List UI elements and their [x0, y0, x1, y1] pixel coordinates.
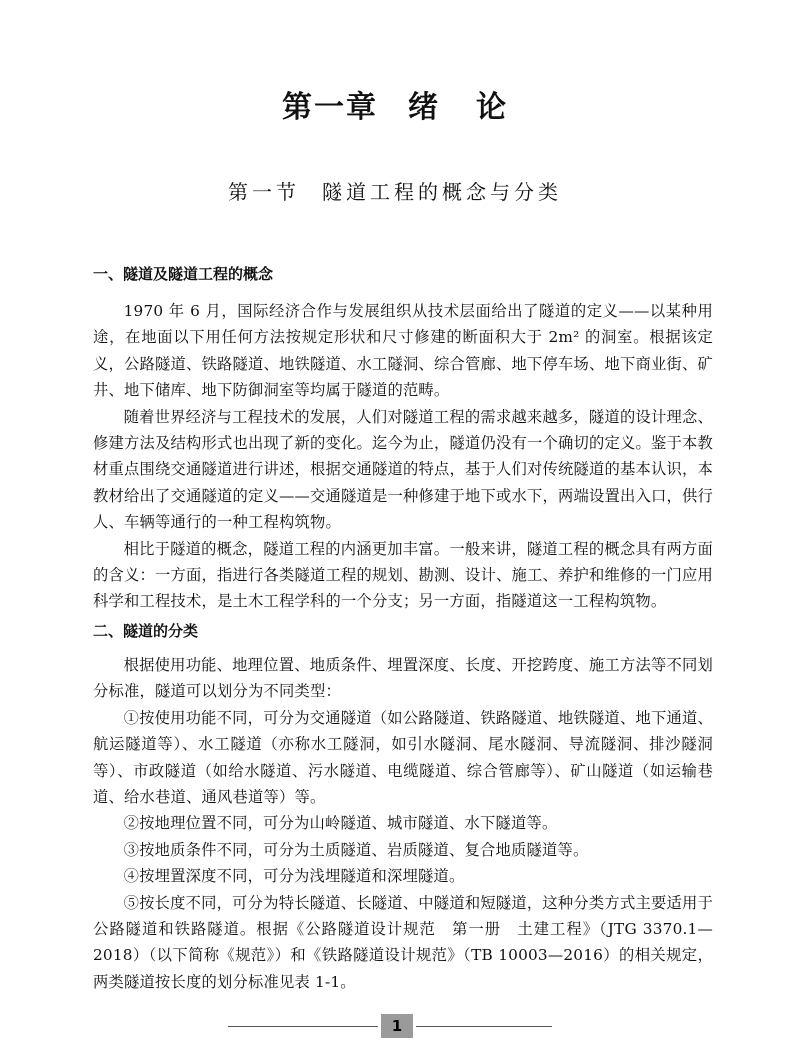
page-footer: [0, 1014, 790, 1038]
chapter-title-char-2: 论: [476, 90, 508, 125]
paragraph-by-location: ②按地理位置不同，可分为山岭隧道、城市隧道、水下隧道等。: [123, 814, 558, 833]
footer-rule-left: [228, 1026, 378, 1027]
paragraph-tunnel-definition: 1970 年 6 月，国际经济合作与发展组织从技术层面给出了隧道的定义——以某种用途，在地面以下用任何方法按规定形状和尺寸修建的断面积大于 2m² 的洞室。根据该定义，公路隧道、铁路隧道、地铁隧道、水工隧洞、综合管廊、地下停车场、地下商业街、矿井、地下储库、地下防御洞室等均属于隧道的范畴。: [93, 302, 713, 400]
subsection-1-heading: 一、隧道及隧道工程的概念: [93, 265, 274, 283]
paragraph-traffic-tunnel-definition: 随着世界经济与工程技术的发展，人们对隧道工程的需求越来越多，隧道的设计理念、修建方法及结构形式也出现了新的变化。迄今为止，隧道仍没有一个确切的定义。鉴于本教材重点围绕交通隧道进行讲述，根据交通隧道的特点，基于人们对传统隧道的基本认识，本教材给出了交通隧道的定义——交通隧道是一种修建于地下或水下，两端设置出入口，供行人、车辆等通行的一种工程构筑物。: [93, 407, 713, 532]
paragraph-by-function: ①按使用功能不同，可分为交通隧道（如公路隧道、铁路隧道、地铁隧道、地下通道、航运隧道等）、水工隧道（亦称水工隧洞，如引水隧洞、尾水隧洞、导流隧洞、排沙隧洞等）、市政隧道（如给水隧道、污水隧道、电缆隧道、综合管廊等）、矿山隧道（如运输巷道、给水巷道、通风巷道等）等。: [93, 708, 713, 807]
paragraph-by-length: ⑤按长度不同，可分为特长隧道、长隧道、中隧道和短隧道，这种分类方式主要适用于公路隧道和铁路隧道。根据《公路隧道设计规范 第一册 土建工程》（JTG 3370.1—2018）（以下简称《规范》）和《铁路隧道设计规范》（TB 10003—2016）的相关规定，两类隧道按长度的划分标准见表 1-1。: [93, 893, 713, 991]
chapter-title-char-1: 绪: [408, 90, 440, 125]
section-title: [0, 176, 790, 205]
subsection-2-heading: 二、隧道的分类: [93, 622, 199, 640]
paragraph-by-geology: ③按地质条件不同，可分为土质隧道、岩质隧道、复合地质隧道等。: [123, 840, 589, 859]
section-number: 第一节: [228, 180, 300, 204]
subsection-1-body: [93, 298, 713, 615]
paragraph-classification-intro: 根据使用功能、地理位置、地质条件、埋置深度、长度、开挖跨度、施工方法等不同划分标准，隧道可以划分为不同类型：: [93, 656, 713, 701]
chapter-title: [0, 82, 790, 126]
paragraph-tunnel-engineering-meaning: 相比于隧道的概念，隧道工程的内涵更加丰富。一般来讲，隧道工程的概念具有两方面的含义：一方面，指进行各类隧道工程的规划、勘测、设计、施工、养护和维修的一门应用科学和工程技术，是土木工程学科的一个分支；另一方面，指隧道这一工程构筑物。: [93, 539, 713, 611]
subsection-2: [93, 620, 713, 642]
subsection-2-body: [93, 652, 713, 995]
footer-rule-right: [416, 1026, 552, 1027]
chapter-number: 第一章: [282, 90, 378, 125]
paragraph-by-depth: ④按埋置深度不同，可分为浅埋隧道和深埋隧道。: [123, 867, 465, 886]
subsection-1: [93, 263, 713, 285]
section-title-text: 隧道工程的概念与分类: [322, 180, 562, 204]
page-number: 1: [381, 1014, 413, 1038]
